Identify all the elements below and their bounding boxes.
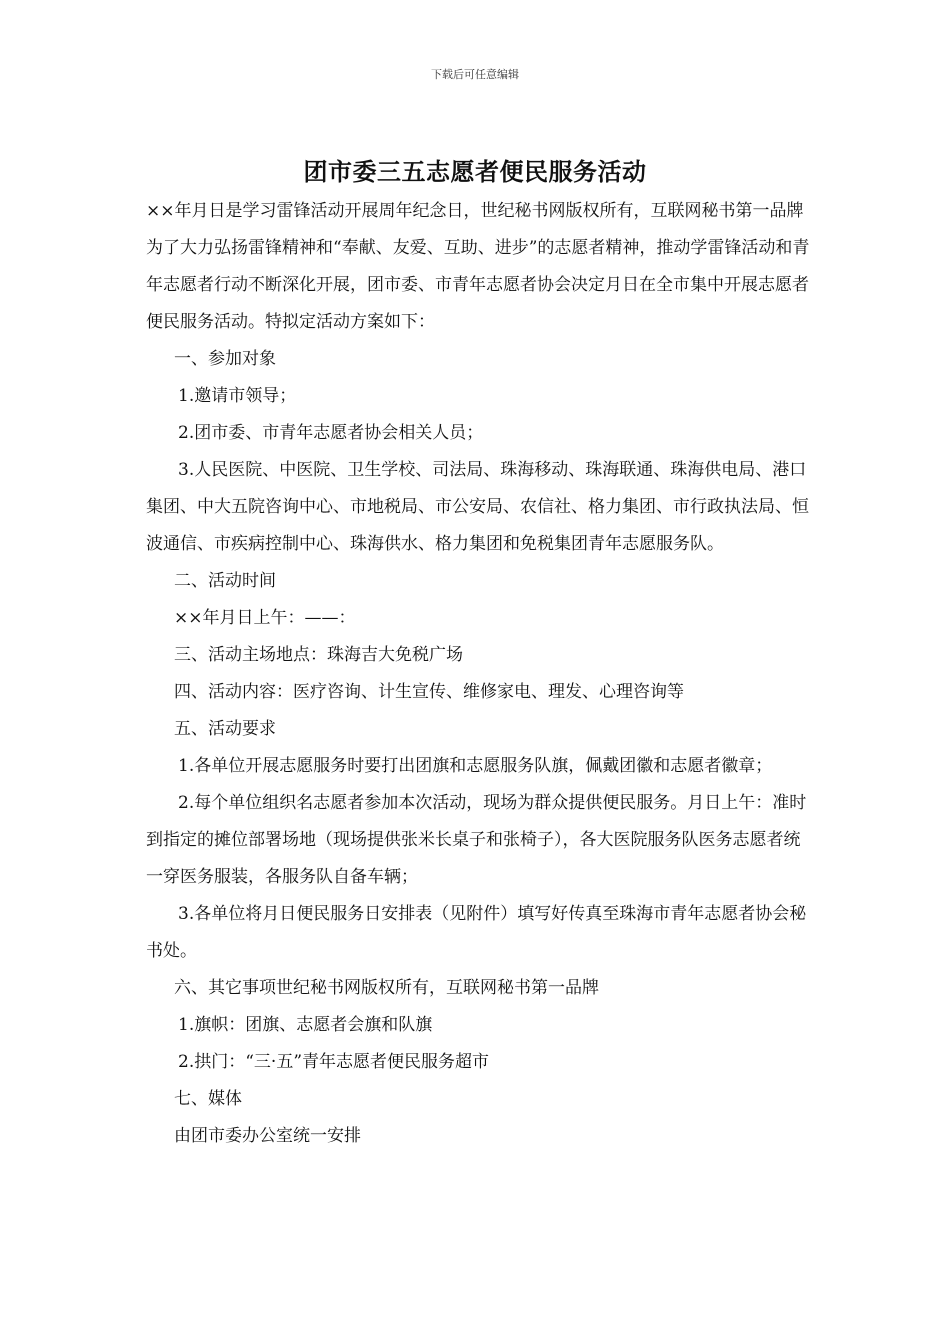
list-item: 3.人民医院、中医院、卫生学校、司法局、珠海移动、珠海联通、珠海供电局、港口集团、中大五院咨询中心、市地税局、市公安局、农信社、格力集团、市行政执法局、恒波通信、市疾病控制中心、珠海供水、格力集团和免税集团青年志愿服务队。 — [146, 460, 809, 554]
document-title: 团市委三五志愿者便民服务活动 — [303, 158, 647, 186]
section-heading: 一、参加对象 — [174, 349, 276, 369]
list-item: 1.旗帜：团旗、志愿者会旗和队旗 — [178, 1015, 433, 1035]
intro-paragraph: ××年月日是学习雷锋活动开展周年纪念日，世纪秘书网版权所有，互联网秘书第一品牌为了大力弘扬雷锋精神和“奉献、友爱、互助、进步”的志愿者精神，推动学雷锋活动和青年志愿者行动不断深化开展，团市委、市青年志愿者协会决定月日在全市集中开展志愿者便民服务活动。特拟定活动方案如下： — [146, 201, 810, 332]
body-line: ××年月日上午：——： — [174, 608, 356, 628]
list-item: 2.拱门：“三·五”青年志愿者便民服务超市 — [178, 1052, 490, 1072]
section-heading: 七、媒体 — [174, 1089, 242, 1109]
section-heading: 四、活动内容：医疗咨询、计生宣传、维修家电、理发、心理咨询等 — [174, 682, 684, 702]
document-body — [146, 193, 811, 1155]
body-line: 由团市委办公室统一安排 — [174, 1126, 361, 1146]
list-item: 2.团市委、市青年志愿者协会相关人员； — [178, 423, 484, 443]
section-heading: 六、其它事项世纪秘书网版权所有，互联网秘书第一品牌 — [174, 978, 599, 998]
list-item: 1.各单位开展志愿服务时要打出团旗和志愿服务队旗，佩戴团徽和志愿者徽章； — [178, 756, 773, 776]
section-heading: 三、活动主场地点：珠海吉大免税广场 — [174, 645, 463, 665]
section-heading: 二、活动时间 — [174, 571, 276, 591]
header-note: 下载后可任意编辑 — [431, 68, 519, 81]
list-item: 1.邀请市领导； — [178, 386, 297, 406]
list-item: 3.各单位将月日便民服务日安排表（见附件）填写好传真至珠海市青年志愿者协会秘书处。 — [146, 904, 807, 961]
list-item: 2.每个单位组织名志愿者参加本次活动，现场为群众提供便民服务。月日上午：准时到指定的摊位部署场地（现场提供张米长桌子和张椅子），各大医院服务队医务志愿者统一穿医务服装，各服务队自备车辆； — [146, 793, 807, 887]
section-heading: 五、活动要求 — [174, 719, 276, 739]
